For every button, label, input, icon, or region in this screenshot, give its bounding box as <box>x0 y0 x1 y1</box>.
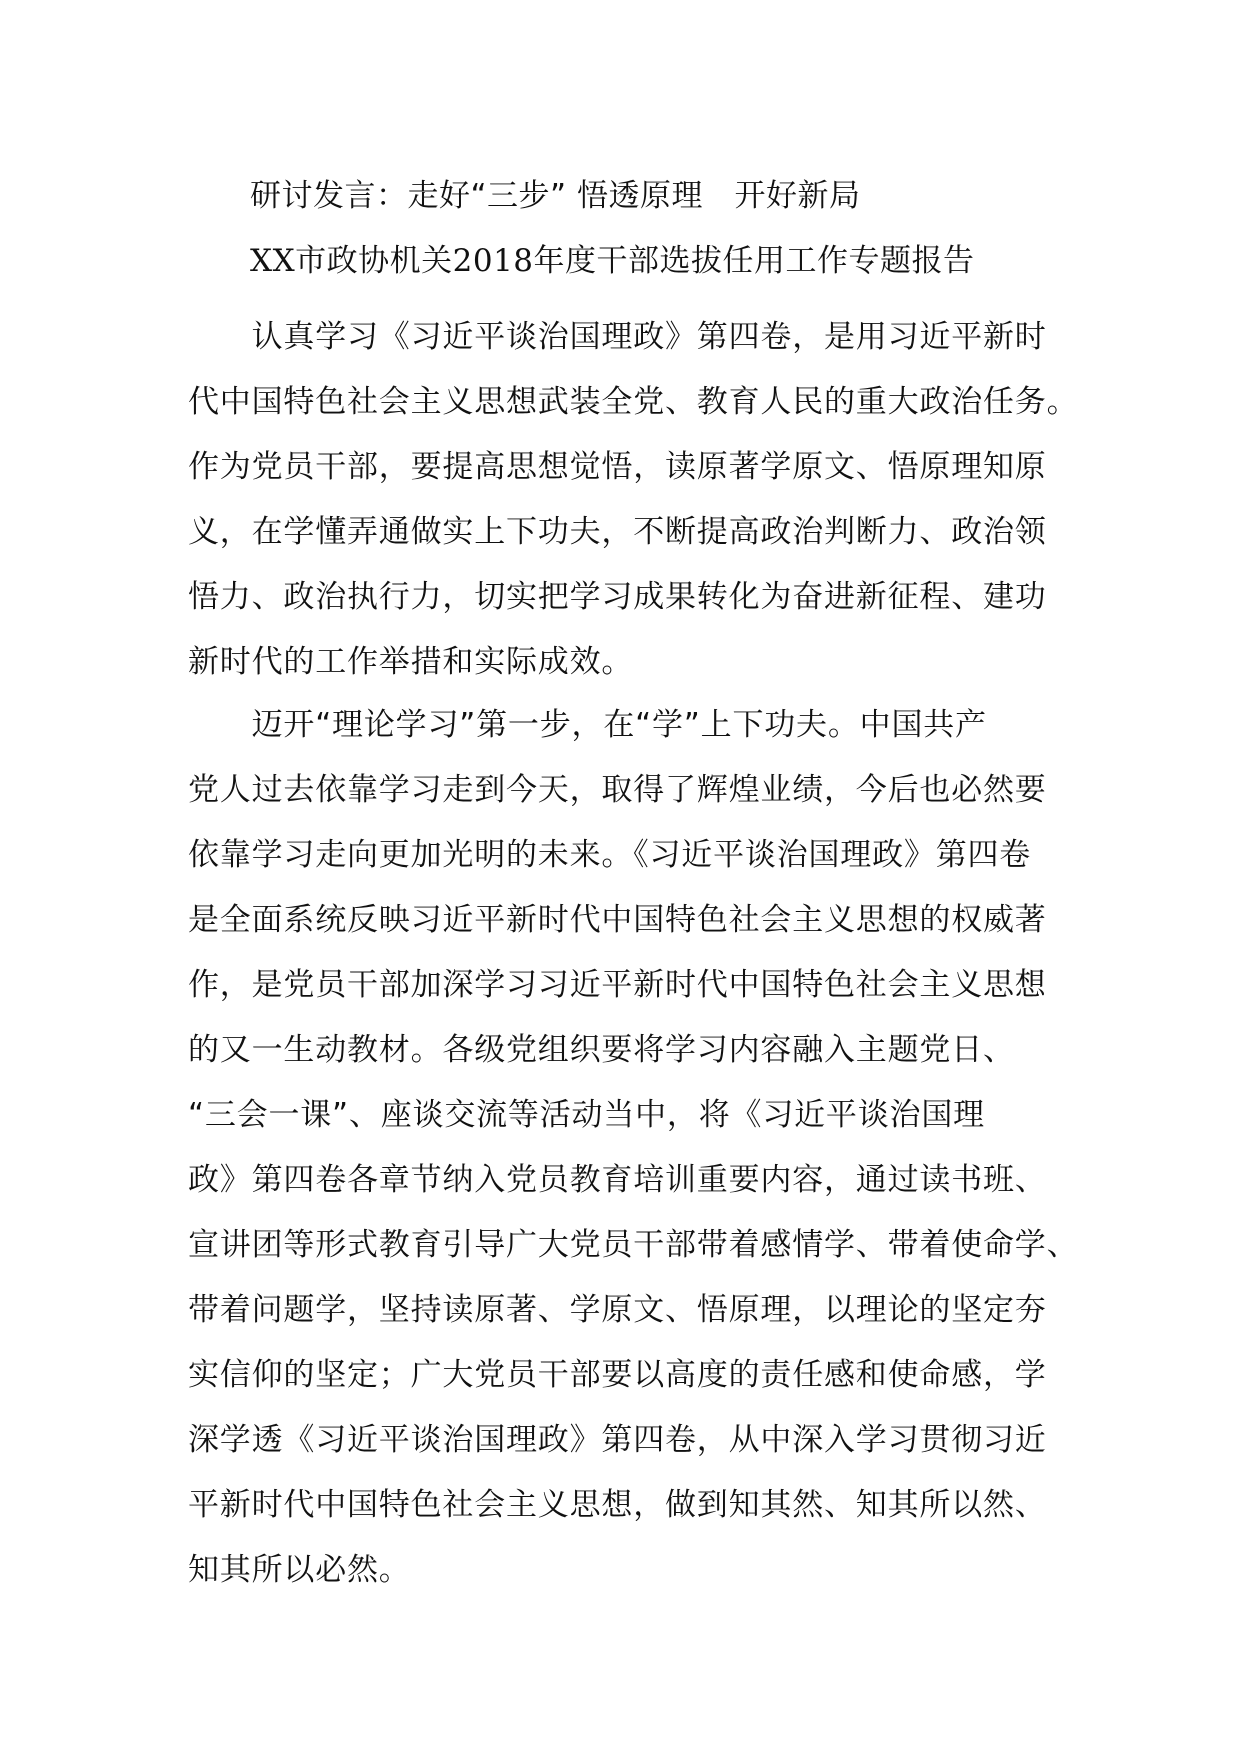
paragraph-line: 宣讲团等形式教育引导广大党员干部带着感情学、带着使命学、 <box>188 1227 1079 1263</box>
paragraph-line: 代中国特色社会主义思想武装全党、教育人民的重大政治任务。 <box>188 384 1079 420</box>
paragraph-line: 党人过去依靠学习走到今天，取得了辉煌业绩，今后也必然要 <box>188 772 1047 808</box>
paragraph-line: 政》第四卷各章节纳入党员教育培训重要内容，通过读书班、 <box>188 1162 1047 1198</box>
paragraph-line: 迈开“理论学习”第一步，在“学”上下功夫。中国共产 <box>188 707 987 743</box>
paragraph-line: 带着问题学，坚持读原著、学原文、悟原理，以理论的坚定夯 <box>188 1292 1047 1328</box>
paragraph-line: 是全面系统反映习近平新时代中国特色社会主义思想的权威著 <box>188 902 1047 938</box>
paragraph-line: 实信仰的坚定；广大党员干部要以高度的责任感和使命感，学 <box>188 1357 1047 1393</box>
paragraph-line: 知其所以必然。 <box>188 1552 411 1588</box>
paragraph-line: 深学透《习近平谈治国理政》第四卷，从中深入学习贯彻习近 <box>188 1422 1047 1458</box>
paragraph-line: 悟力、政治执行力，切实把学习成果转化为奋进新征程、建功 <box>188 579 1047 615</box>
paragraph-line: 依靠学习走向更加光明的未来。《习近平谈治国理政》第四卷 <box>188 837 1032 873</box>
paragraph-1 <box>188 305 1078 695</box>
document-title: 研讨发言：走好“三步” 悟透原理 开好新局 <box>250 178 861 214</box>
document-subtitle: XX市政协机关2018年度干部选拔任用工作专题报告 <box>250 243 975 279</box>
paragraph-line: 认真学习《习近平谈治国理政》第四卷，是用习近平新时 <box>188 319 1047 355</box>
paragraph-line: 新时代的工作举措和实际成效。 <box>188 644 634 680</box>
paragraph-line: 作为党员干部，要提高思想觉悟，读原著学原文、悟原理知原 <box>188 449 1047 485</box>
paragraph-line: 平新时代中国特色社会主义思想，做到知其然、知其所以然、 <box>188 1487 1047 1523</box>
paragraph-line: “三会一课”、座谈交流等活动当中，将《习近平谈治国理 <box>188 1097 985 1133</box>
paragraph-line: 的又一生动教材。各级党组织要将学习内容融入主题党日、 <box>188 1032 1015 1068</box>
paragraph-line: 作，是党员干部加深学习习近平新时代中国特色社会主义思想 <box>188 967 1047 1003</box>
paragraph-line: 义，在学懂弄通做实上下功夫，不断提高政治判断力、政治领 <box>188 514 1047 550</box>
paragraph-2 <box>188 693 1078 1603</box>
